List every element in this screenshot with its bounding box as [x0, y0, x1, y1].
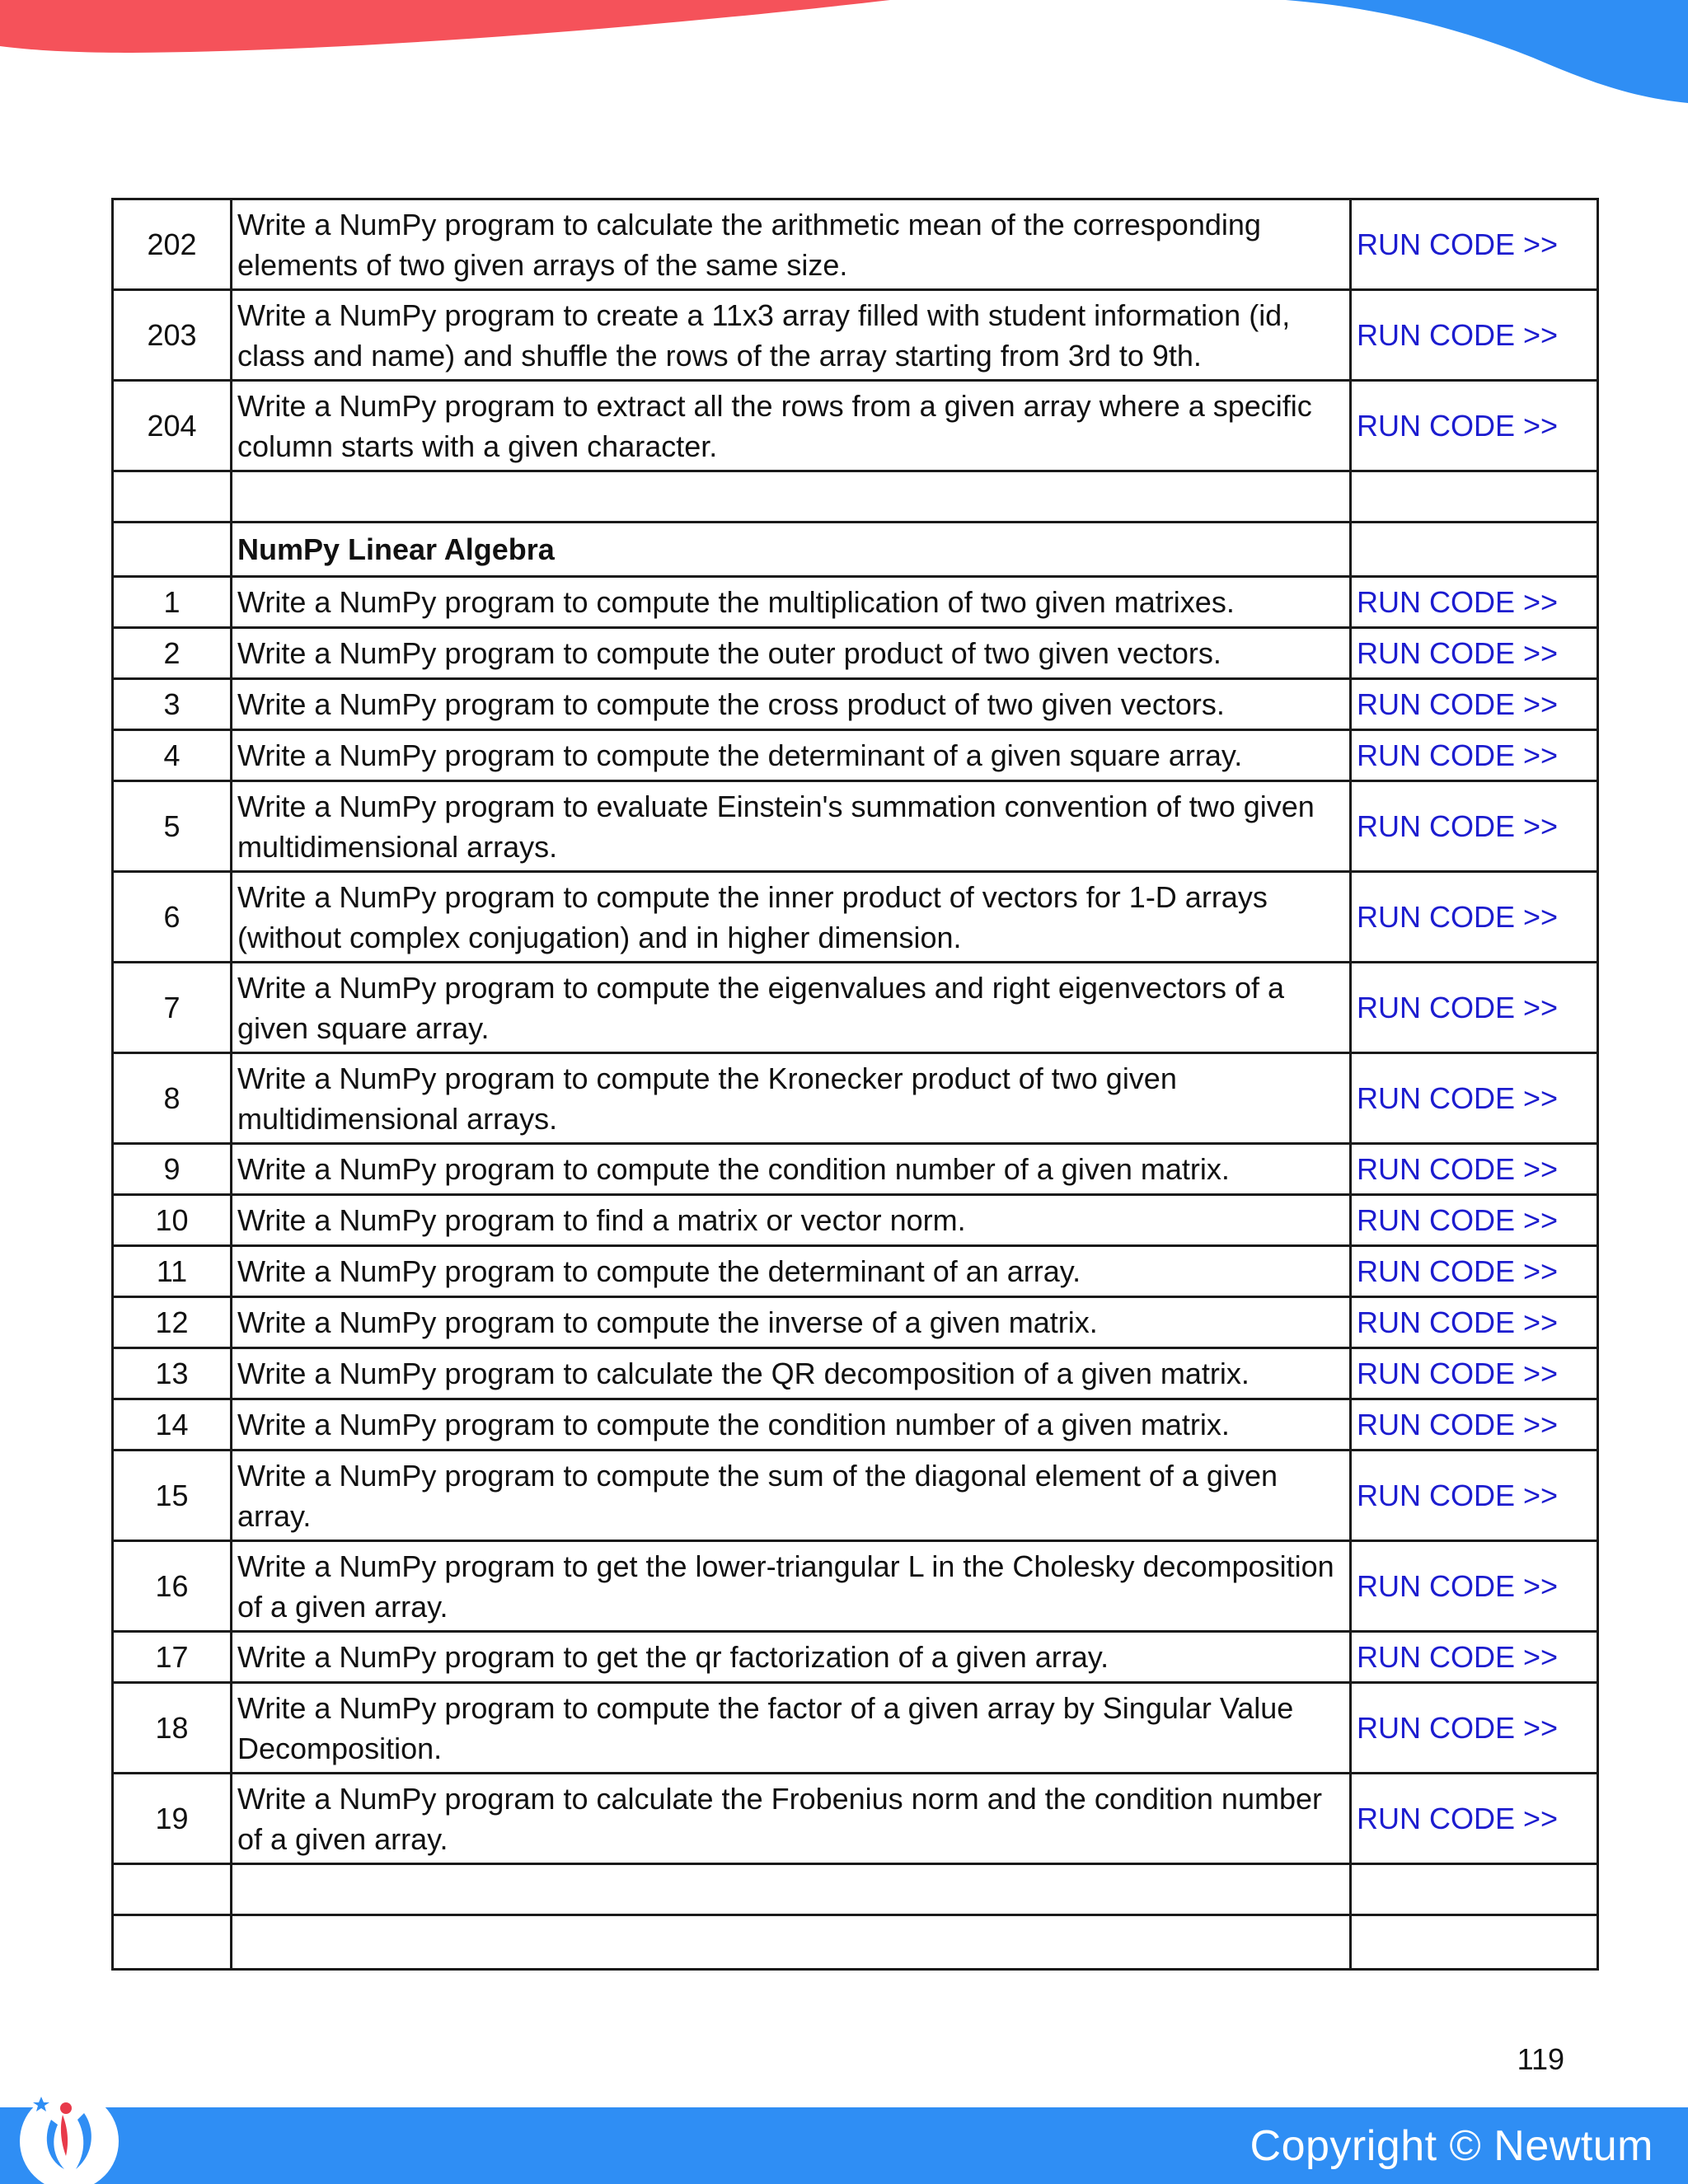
copyright-text: Copyright © Newtum — [1250, 2122, 1653, 2170]
table-row — [113, 628, 1598, 679]
table-row — [113, 963, 1598, 1053]
run-code-link[interactable]: RUN CODE >> — [1351, 1774, 1598, 1864]
empty-link-cell — [1351, 1915, 1598, 1970]
empty-row — [113, 471, 1598, 523]
exercise-number: 15 — [113, 1451, 232, 1541]
exercise-description: Write a NumPy program to compute the inverse of a given matrix. — [232, 1297, 1351, 1348]
run-code-link[interactable]: RUN CODE >> — [1351, 781, 1598, 872]
exercise-number: 19 — [113, 1774, 232, 1864]
run-code-link[interactable]: RUN CODE >> — [1351, 1195, 1598, 1246]
run-code-link[interactable]: RUN CODE >> — [1351, 1144, 1598, 1195]
exercise-description: Write a NumPy program to compute the condition number of a given matrix. — [232, 1399, 1351, 1451]
run-code-link[interactable]: RUN CODE >> — [1351, 577, 1598, 628]
run-code-link[interactable]: RUN CODE >> — [1351, 381, 1598, 471]
table-row — [113, 1683, 1598, 1774]
table-row — [113, 1451, 1598, 1541]
exercise-description: Write a NumPy program to calculate the Frobenius norm and the condition number of a given array. — [232, 1774, 1351, 1864]
exercise-number: 18 — [113, 1683, 232, 1774]
exercise-description: Write a NumPy program to compute the multiplication of two given matrixes. — [232, 577, 1351, 628]
exercise-number: 3 — [113, 679, 232, 730]
exercise-description: Write a NumPy program to compute the factor of a given array by Singular Value Decomposition. — [232, 1683, 1351, 1774]
table-row — [113, 1399, 1598, 1451]
table-row — [113, 1774, 1598, 1864]
table-row — [113, 679, 1598, 730]
table-row — [113, 1144, 1598, 1195]
run-code-link[interactable]: RUN CODE >> — [1351, 730, 1598, 781]
table-row — [113, 1195, 1598, 1246]
table-row — [113, 1246, 1598, 1297]
exercise-description: Write a NumPy program to evaluate Einstein's summation convention of two given multidimensional arrays. — [232, 781, 1351, 872]
table-row — [113, 577, 1598, 628]
table-row — [113, 730, 1598, 781]
exercise-table-body — [113, 199, 1598, 1970]
exercise-number: 12 — [113, 1297, 232, 1348]
exercise-number: 6 — [113, 872, 232, 963]
empty-link-cell — [1351, 1864, 1598, 1915]
exercise-description: Write a NumPy program to calculate the QR decomposition of a given matrix. — [232, 1348, 1351, 1399]
exercise-number — [113, 1915, 232, 1970]
exercise-number: 14 — [113, 1399, 232, 1451]
exercise-description: Write a NumPy program to get the lower-triangular L in the Cholesky decomposition of a given array. — [232, 1541, 1351, 1632]
page-number: 119 — [1517, 2042, 1564, 2076]
run-code-link[interactable]: RUN CODE >> — [1351, 1632, 1598, 1683]
run-code-link[interactable]: RUN CODE >> — [1351, 1053, 1598, 1144]
exercise-description: Write a NumPy program to compute the eigenvalues and right eigenvectors of a given square array. — [232, 963, 1351, 1053]
run-code-link[interactable]: RUN CODE >> — [1351, 872, 1598, 963]
empty-link-cell — [1351, 523, 1598, 577]
run-code-link[interactable]: RUN CODE >> — [1351, 628, 1598, 679]
newtum-logo-icon — [12, 2077, 127, 2184]
exercise-description: Write a NumPy program to compute the outer product of two given vectors. — [232, 628, 1351, 679]
exercise-description: Write a NumPy program to compute the determinant of a given square array. — [232, 730, 1351, 781]
section-header-row — [113, 523, 1598, 577]
exercise-description: Write a NumPy program to compute the determinant of an array. — [232, 1246, 1351, 1297]
exercise-number: 17 — [113, 1632, 232, 1683]
run-code-link[interactable]: RUN CODE >> — [1351, 1348, 1598, 1399]
exercise-description: Write a NumPy program to compute the condition number of a given matrix. — [232, 1144, 1351, 1195]
empty-row — [113, 1864, 1598, 1915]
exercise-number: 11 — [113, 1246, 232, 1297]
exercise-description: Write a NumPy program to compute the Kronecker product of two given multidimensional arrays. — [232, 1053, 1351, 1144]
exercise-number: 8 — [113, 1053, 232, 1144]
exercise-table — [111, 198, 1599, 1971]
exercise-description: Write a NumPy program to find a matrix or vector norm. — [232, 1195, 1351, 1246]
exercise-description — [232, 471, 1351, 523]
exercise-number — [113, 523, 232, 577]
run-code-link[interactable]: RUN CODE >> — [1351, 1399, 1598, 1451]
run-code-link[interactable]: RUN CODE >> — [1351, 1683, 1598, 1774]
run-code-link[interactable]: RUN CODE >> — [1351, 963, 1598, 1053]
exercise-number: 2 — [113, 628, 232, 679]
empty-link-cell — [1351, 471, 1598, 523]
exercise-number: 203 — [113, 290, 232, 381]
table-row — [113, 381, 1598, 471]
exercise-number: 1 — [113, 577, 232, 628]
exercise-description: Write a NumPy program to extract all the rows from a given array where a specific column starts with a given character. — [232, 381, 1351, 471]
table-row — [113, 1053, 1598, 1144]
exercise-number: 7 — [113, 963, 232, 1053]
table-row — [113, 781, 1598, 872]
exercise-description: Write a NumPy program to compute the inner product of vectors for 1-D arrays (without complex conjugation) and in higher dimension. — [232, 872, 1351, 963]
exercise-description — [232, 1915, 1351, 1970]
exercise-number: 204 — [113, 381, 232, 471]
exercise-description: Write a NumPy program to compute the sum of the diagonal element of a given array. — [232, 1451, 1351, 1541]
exercise-number — [113, 471, 232, 523]
table-row — [113, 872, 1598, 963]
exercise-number: 10 — [113, 1195, 232, 1246]
run-code-link[interactable]: RUN CODE >> — [1351, 1451, 1598, 1541]
run-code-link[interactable]: RUN CODE >> — [1351, 290, 1598, 381]
run-code-link[interactable]: RUN CODE >> — [1351, 199, 1598, 290]
empty-row — [113, 1915, 1598, 1970]
exercise-description: Write a NumPy program to create a 11x3 array filled with student information (id, class and name) and shuffle the rows of the array starting from 3rd to 9th. — [232, 290, 1351, 381]
exercise-number: 5 — [113, 781, 232, 872]
exercise-description: Write a NumPy program to compute the cross product of two given vectors. — [232, 679, 1351, 730]
table-row — [113, 1348, 1598, 1399]
run-code-link[interactable]: RUN CODE >> — [1351, 1246, 1598, 1297]
section-title: NumPy Linear Algebra — [232, 523, 1351, 577]
exercise-number: 9 — [113, 1144, 232, 1195]
run-code-link[interactable]: RUN CODE >> — [1351, 1541, 1598, 1632]
exercise-description: Write a NumPy program to get the qr factorization of a given array. — [232, 1632, 1351, 1683]
exercise-number: 13 — [113, 1348, 232, 1399]
exercise-number: 202 — [113, 199, 232, 290]
table-row — [113, 1541, 1598, 1632]
table-row — [113, 1297, 1598, 1348]
header-wave-decoration — [0, 0, 1688, 115]
exercise-description: Write a NumPy program to calculate the arithmetic mean of the corresponding elements of two given arrays of the same size. — [232, 199, 1351, 290]
table-row — [113, 199, 1598, 290]
exercise-number — [113, 1864, 232, 1915]
exercise-description — [232, 1864, 1351, 1915]
table-row — [113, 1632, 1598, 1683]
exercise-number: 16 — [113, 1541, 232, 1632]
run-code-link[interactable]: RUN CODE >> — [1351, 679, 1598, 730]
table-row — [113, 290, 1598, 381]
exercise-number: 4 — [113, 730, 232, 781]
run-code-link[interactable]: RUN CODE >> — [1351, 1297, 1598, 1348]
